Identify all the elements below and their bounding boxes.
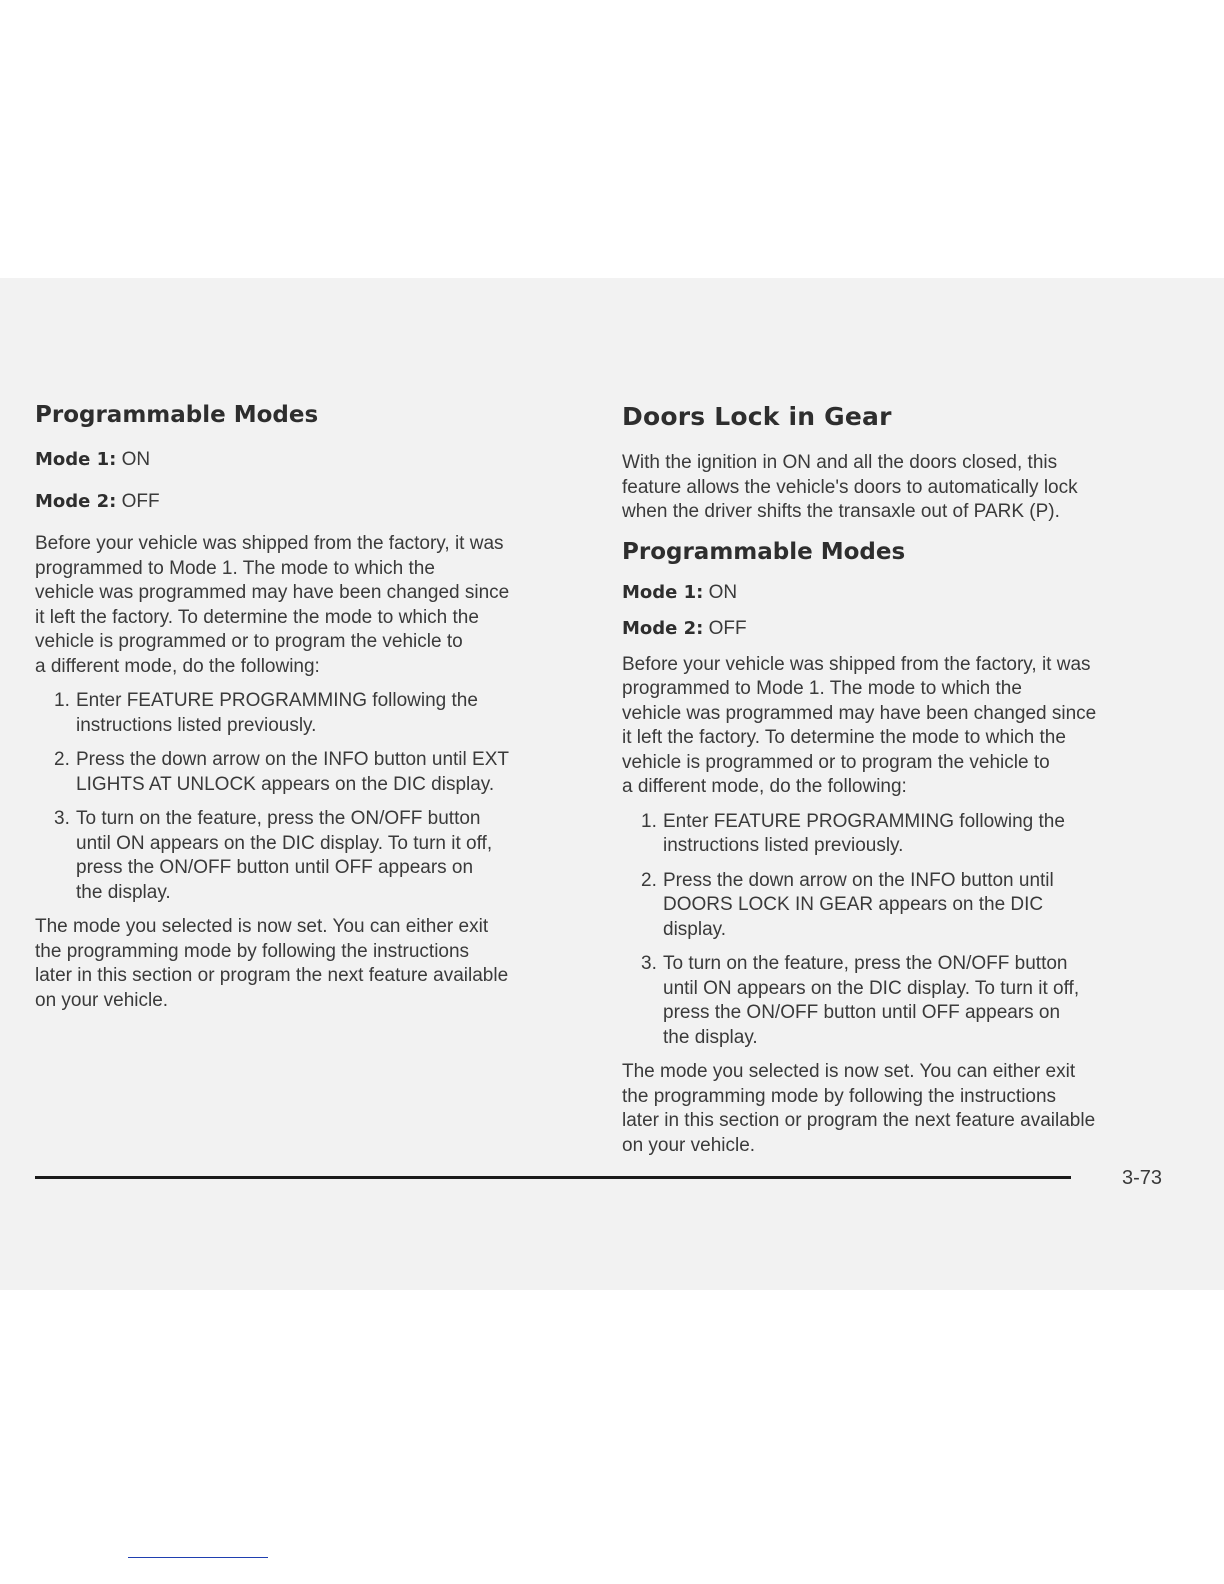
right-column — [622, 402, 1182, 1168]
step-number: 3. — [641, 953, 657, 974]
mode-1-value: ON — [121, 449, 151, 470]
step-text: To turn on the feature, press the ON/OFF button until ON appears on the DIC display. To turn it off, press the ON/OFF button until OFF appears on the display. — [663, 953, 1080, 1048]
right-closing-paragraph: The mode you selected is now set. You can either exit the programming mode by following the instructions later in this section or program the next feature available on your vehicle. — [622, 1061, 1096, 1156]
left-closing-paragraph: The mode you selected is now set. You can either exit the programming mode by following the instructions later in this section or program the next feature available on your vehicle. — [35, 916, 509, 1011]
mode-2-value: OFF — [708, 617, 747, 639]
left-column — [35, 402, 585, 1023]
left-intro-paragraph: Before your vehicle was shipped from the factory, it was programmed to Mode 1. The mode to which the vehicle was programmed may have been changed since it left the factory. To determine the mode to which the vehicle is programmed or to program the vehicle to a different mode, do the following: — [35, 533, 510, 677]
step-text: Press the down arrow on the INFO button until DOORS LOCK IN GEAR appears on the DIC display. — [663, 869, 1054, 940]
feature-description: With the ignition in ON and all the doors closed, this feature allows the vehicle's doors to automatically lock when the driver shifts the transaxle out of PARK (P). — [622, 452, 1078, 522]
mode-2-label: Mode 2: — [35, 491, 117, 512]
step-text: Enter FEATURE PROGRAMMING following the instructions listed previously. — [76, 690, 478, 736]
list-item — [35, 807, 585, 905]
list-item — [622, 869, 1182, 943]
step-number: 2. — [641, 869, 657, 891]
section-heading: Doors Lock in Gear — [622, 402, 892, 431]
right-steps-list — [622, 810, 1182, 1051]
step-number: 3. — [54, 808, 70, 829]
right-intro-paragraph: Before your vehicle was shipped from the factory, it was programmed to Mode 1. The mode to which the vehicle was programmed may have been changed since it left the factory. To determine the mode to which the vehicle is programmed or to program the vehicle to a different mode, do the following: — [622, 653, 1097, 797]
list-item — [35, 748, 585, 797]
left-steps-list — [35, 689, 585, 905]
step-text: Press the down arrow on the INFO button until EXT LIGHTS AT UNLOCK appears on the DIC display. — [76, 749, 509, 795]
left-section-heading: Programmable Modes — [35, 402, 319, 428]
right-mode-2 — [622, 617, 1182, 641]
right-modes — [622, 581, 1182, 641]
mode-1-label: Mode 1: — [35, 449, 117, 470]
list-item — [35, 689, 585, 738]
right-mode-1 — [622, 581, 1182, 605]
left-mode-1 — [35, 448, 585, 472]
list-item — [622, 952, 1182, 1050]
step-text: To turn on the feature, press the ON/OFF button until ON appears on the DIC display. To turn it off, press the ON/OFF button until OFF appears on the display. — [76, 808, 493, 903]
page-number: 3-73 — [1122, 1167, 1163, 1189]
right-subheading: Programmable Modes — [622, 538, 906, 565]
step-number: 2. — [54, 749, 70, 770]
mode-2-label: Mode 2: — [622, 617, 704, 639]
step-number: 1. — [641, 810, 657, 832]
list-item — [622, 810, 1182, 859]
step-number: 1. — [54, 690, 70, 711]
footnote-divider — [128, 1557, 268, 1558]
step-text: Enter FEATURE PROGRAMMING following the instructions listed previously. — [663, 810, 1065, 856]
mode-1-label: Mode 1: — [622, 581, 704, 603]
mode-2-value: OFF — [121, 491, 160, 512]
left-mode-2 — [35, 490, 585, 514]
footer-rule — [35, 1176, 1071, 1179]
mode-1-value: ON — [708, 581, 738, 603]
